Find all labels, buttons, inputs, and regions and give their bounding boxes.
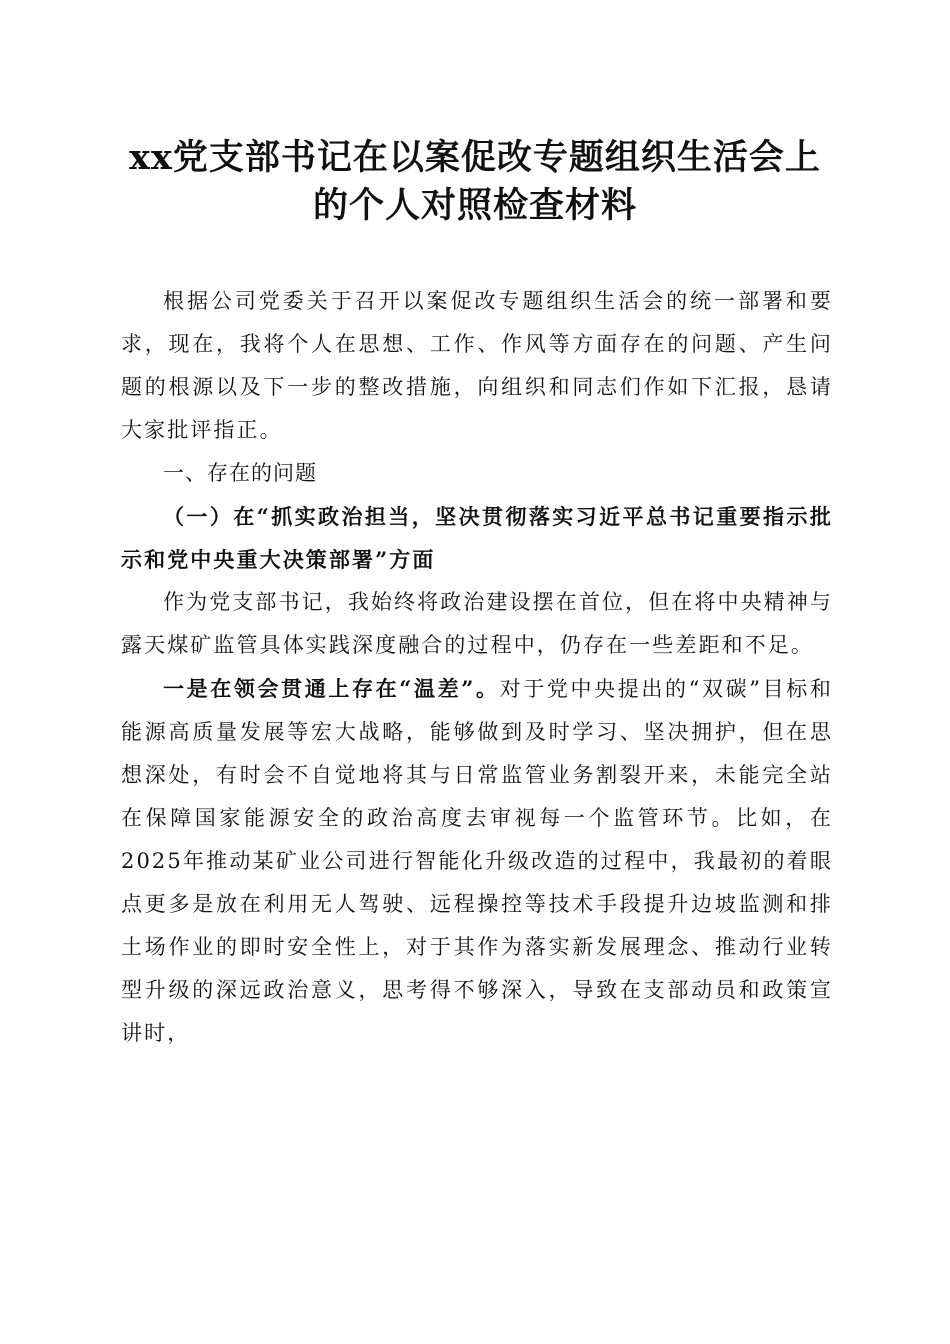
intro-paragraph: 根据公司党委关于召开以案促改专题组织生活会的统一部署和要求，现在，我将个人在思想、工作、作风等方面存在的问题、产生问题的根源以及下一步的整改措施，向组织和同志们作如下汇报，恳请大家批评指正。 xyxy=(121,289,833,442)
point-1-paragraph xyxy=(121,667,833,1055)
document-body xyxy=(121,280,833,1055)
point-1-text: 对于党中央提出的“双碳”目标和能源高质量发展等宏大战略，能够做到及时学习、坚决拥护，但在思想深处，有时会不自觉地将其与日常监管业务割裂开来，未能完全站在保障国家能源安全的政治高度去审视每一个监管环节。比如，在2025年推动某矿业公司进行智能化升级改造的过程中，我最初的着眼点更多是放在利用无人驾驶、远程操控等技术手段提升边坡监测和排土场作业的即时安全性上，对于其作为落实新发展理念、推动行业转型升级的深远政治意义，思考得不够深入，导致在支部动员和政策宣讲时， xyxy=(121,677,833,1045)
subsection-paragraph-1: 作为党支部书记，我始终将政治建设摆在首位，但在将中央精神与露天煤矿监管具体实践深度融合的过程中，仍存在一些差距和不足。 xyxy=(121,590,833,657)
document-title xyxy=(110,134,840,230)
title-line-1: xx党支部书记在以案促改专题组织生活会上 xyxy=(129,137,821,178)
section-heading-problems: 一、存在的问题 xyxy=(163,461,317,485)
title-line-2: 的个人对照检查材料 xyxy=(312,185,637,226)
point-1-lead: 一是在领会贯通上存在“温差”。 xyxy=(163,676,500,701)
subsection-heading-1: （一）在“抓实政治担当，坚决贯彻落实习近平总书记重要指示批示和党中央重大决策部署”方面 xyxy=(121,504,833,572)
